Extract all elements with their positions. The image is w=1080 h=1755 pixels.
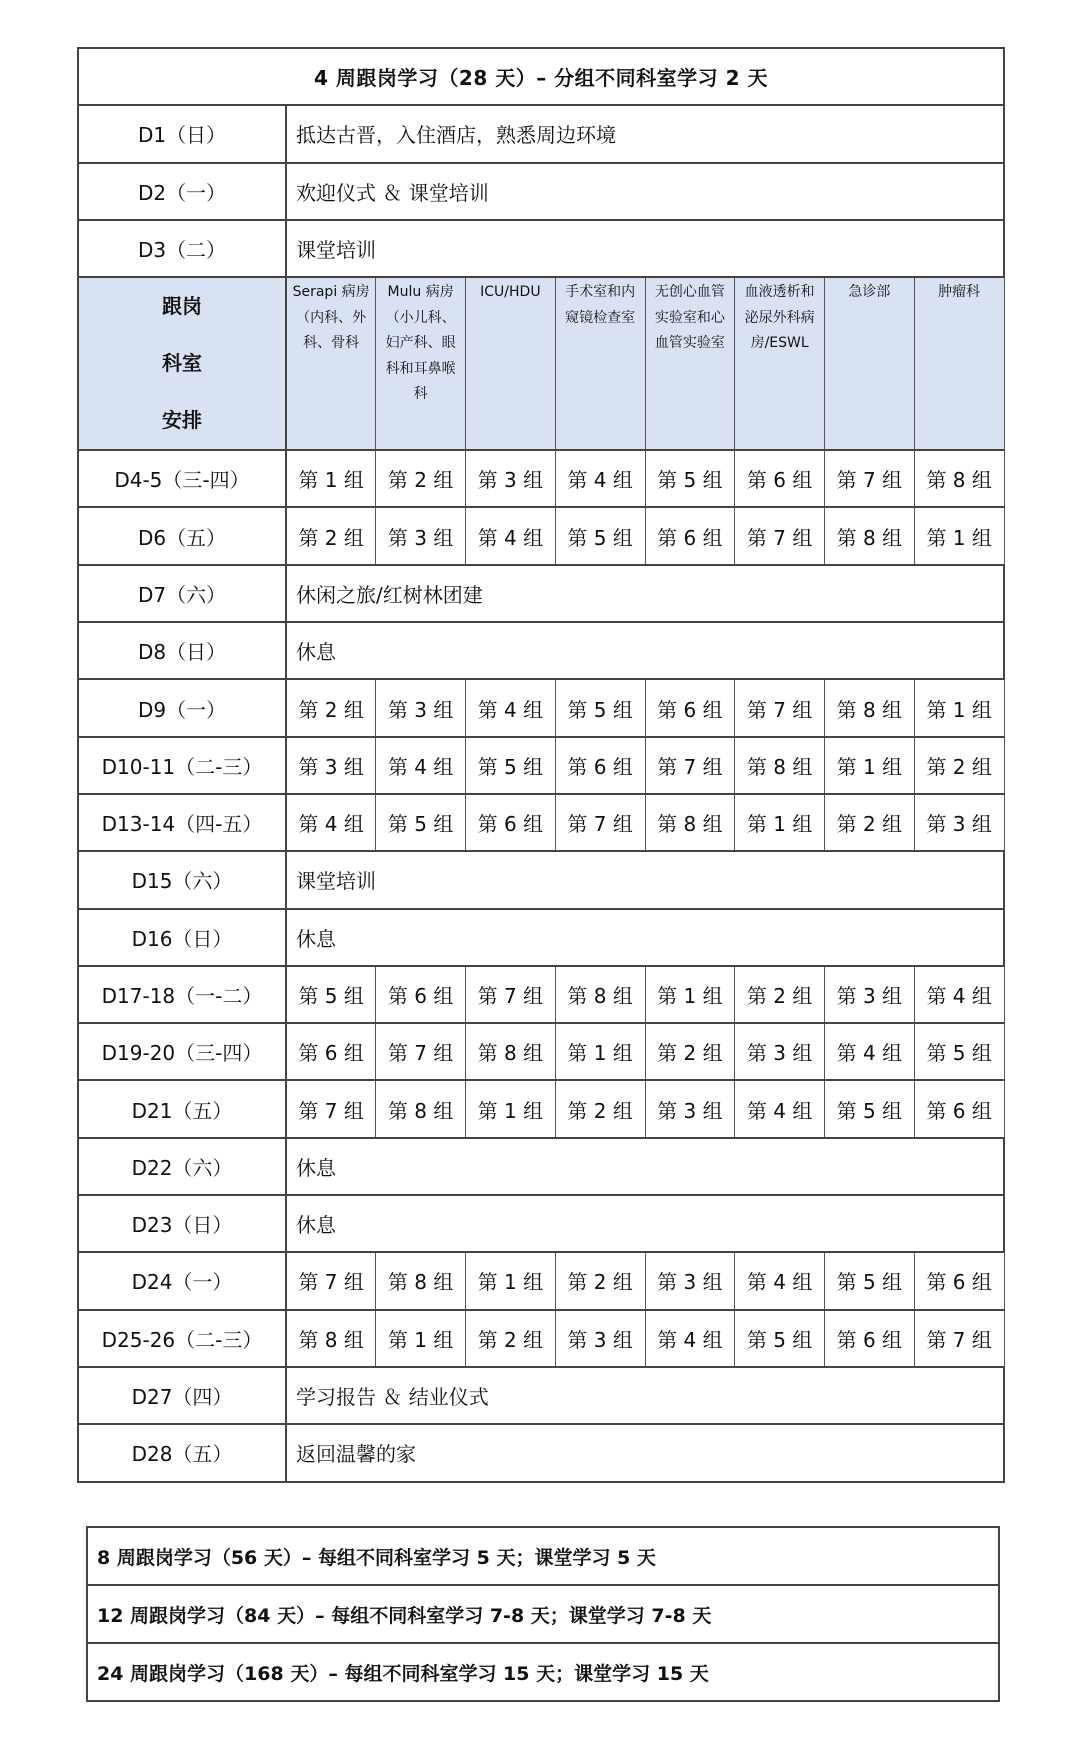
- activity-cell: 抵达古晋，入住酒店，熟悉周边环境: [286, 105, 1004, 162]
- group-assignment: 第 8 组: [286, 1310, 376, 1367]
- activity-cell: 学习报告 ＆ 结业仪式: [286, 1367, 1004, 1424]
- group-assignment: 第 1 组: [286, 450, 376, 507]
- group-assignment: 第 6 组: [914, 1252, 1004, 1309]
- schedule-row: [78, 622, 1004, 679]
- label-line: 科室: [162, 351, 202, 376]
- day-label: D15（六）: [78, 851, 286, 908]
- group-assignment: 第 4 组: [735, 1080, 825, 1137]
- group-assignment: 第 5 组: [825, 1080, 915, 1137]
- schedule-body: [78, 48, 1004, 1482]
- group-assignment: 第 5 组: [286, 966, 376, 1023]
- schedule-row: [78, 851, 1004, 908]
- day-label: D13-14（四-五）: [78, 794, 286, 851]
- group-assignment: 第 4 组: [376, 737, 466, 794]
- group-assignment: 第 2 组: [286, 507, 376, 564]
- activity-cell: 返回温馨的家: [286, 1424, 1004, 1481]
- group-assignment: 第 7 组: [286, 1080, 376, 1137]
- schedule-row: [78, 1252, 1004, 1309]
- group-assignment: 第 7 组: [645, 737, 735, 794]
- group-assignment: 第 3 组: [735, 1023, 825, 1080]
- department-header: 肿瘤科: [914, 277, 1004, 450]
- group-assignment: 第 5 组: [376, 794, 466, 851]
- group-assignment: 第 2 组: [825, 794, 915, 851]
- department-header: Mulu 病房（小儿科、妇产科、眼科和耳鼻喉科: [376, 277, 466, 450]
- activity-cell: 休息: [286, 909, 1004, 966]
- day-label: D17-18（一-二）: [78, 966, 286, 1023]
- schedule-row: [78, 450, 1004, 507]
- summary-row: [87, 1643, 999, 1701]
- group-assignment: 第 1 组: [645, 966, 735, 1023]
- activity-cell: 休闲之旅/红树林团建: [286, 565, 1004, 622]
- day-label: D19-20（三-四）: [78, 1023, 286, 1080]
- activity-cell: 休息: [286, 1195, 1004, 1252]
- group-assignment: 第 4 组: [825, 1023, 915, 1080]
- group-assignment: 第 7 组: [735, 507, 825, 564]
- group-assignment: 第 4 组: [645, 1310, 735, 1367]
- day-label: D8（日）: [78, 622, 286, 679]
- group-assignment: 第 2 组: [645, 1023, 735, 1080]
- group-assignment: 第 1 组: [914, 507, 1004, 564]
- group-assignment: 第 5 组: [825, 1252, 915, 1309]
- summary-body: [87, 1527, 999, 1701]
- group-assignment: 第 6 组: [825, 1310, 915, 1367]
- group-assignment: 第 3 组: [555, 1310, 645, 1367]
- day-label: D16（日）: [78, 909, 286, 966]
- schedule-row: [78, 737, 1004, 794]
- group-assignment: 第 4 组: [735, 1252, 825, 1309]
- group-assignment: 第 1 组: [466, 1252, 556, 1309]
- group-assignment: 第 6 组: [286, 1023, 376, 1080]
- summary-row: [87, 1585, 999, 1643]
- group-assignment: 第 1 组: [376, 1310, 466, 1367]
- activity-cell: 课堂培训: [286, 220, 1004, 277]
- summary-text: 24 周跟岗学习（168 天）– 每组不同科室学习 15 天；课堂学习 15 天: [87, 1643, 999, 1701]
- group-assignment: 第 2 组: [555, 1252, 645, 1309]
- group-assignment: 第 1 组: [825, 737, 915, 794]
- group-assignment: 第 6 组: [645, 679, 735, 736]
- group-assignment: 第 8 组: [376, 1080, 466, 1137]
- group-assignment: 第 6 组: [914, 1080, 1004, 1137]
- group-assignment: 第 5 组: [555, 507, 645, 564]
- group-assignment: 第 4 组: [286, 794, 376, 851]
- summary-text: 8 周跟岗学习（56 天）– 每组不同科室学习 5 天；课堂学习 5 天: [87, 1527, 999, 1585]
- group-assignment: 第 7 组: [914, 1310, 1004, 1367]
- schedule-row: [78, 565, 1004, 622]
- day-label: D28（五）: [78, 1424, 286, 1481]
- group-assignment: 第 5 组: [555, 679, 645, 736]
- schedule-row: [78, 1424, 1004, 1481]
- group-assignment: 第 3 组: [825, 966, 915, 1023]
- schedule-row: [78, 1195, 1004, 1252]
- schedule-row: [78, 220, 1004, 277]
- group-assignment: 第 6 组: [466, 794, 556, 851]
- group-assignment: 第 1 组: [735, 794, 825, 851]
- label-line: 跟岗: [162, 294, 202, 319]
- summary-row: [87, 1527, 999, 1585]
- group-assignment: 第 8 组: [825, 679, 915, 736]
- title-row: [78, 48, 1004, 105]
- activity-cell: 欢迎仪式 ＆ 课堂培训: [286, 163, 1004, 220]
- group-assignment: 第 7 组: [555, 794, 645, 851]
- group-assignment: 第 5 组: [735, 1310, 825, 1367]
- group-assignment: 第 2 组: [735, 966, 825, 1023]
- schedule-row: [78, 1310, 1004, 1367]
- group-assignment: 第 7 组: [286, 1252, 376, 1309]
- schedule-row: [78, 105, 1004, 162]
- schedule-row: [78, 1138, 1004, 1195]
- group-assignment: 第 7 组: [376, 1023, 466, 1080]
- group-assignment: 第 8 组: [645, 794, 735, 851]
- department-header: Serapi 病房（内科、外科、骨科: [286, 277, 376, 450]
- group-assignment: 第 8 组: [555, 966, 645, 1023]
- schedule-row: [78, 679, 1004, 736]
- day-label: D1（日）: [78, 105, 286, 162]
- group-assignment: 第 5 组: [645, 450, 735, 507]
- day-label: D23（日）: [78, 1195, 286, 1252]
- group-assignment: 第 8 组: [825, 507, 915, 564]
- group-assignment: 第 5 组: [466, 737, 556, 794]
- group-assignment: 第 1 组: [555, 1023, 645, 1080]
- group-assignment: 第 8 组: [376, 1252, 466, 1309]
- group-assignment: 第 2 组: [914, 737, 1004, 794]
- department-header: ICU/HDU: [466, 277, 556, 450]
- day-label: D7（六）: [78, 565, 286, 622]
- schedule-row: [78, 1367, 1004, 1424]
- group-assignment: 第 2 组: [555, 1080, 645, 1137]
- group-assignment: 第 7 组: [735, 679, 825, 736]
- group-assignment: 第 4 组: [914, 966, 1004, 1023]
- summary-text: 12 周跟岗学习（84 天）– 每组不同科室学习 7-8 天；课堂学习 7-8 天: [87, 1585, 999, 1643]
- day-label: D10-11（二-三）: [78, 737, 286, 794]
- day-label: D4-5（三-四）: [78, 450, 286, 507]
- activity-cell: 休息: [286, 1138, 1004, 1195]
- schedule-row: [78, 163, 1004, 220]
- group-assignment: 第 6 组: [735, 450, 825, 507]
- group-assignment: 第 3 组: [466, 450, 556, 507]
- group-assignment: 第 3 组: [286, 737, 376, 794]
- group-assignment: 第 8 组: [914, 450, 1004, 507]
- schedule-title: 4 周跟岗学习（28 天）– 分组不同科室学习 2 天: [78, 48, 1004, 105]
- group-assignment: 第 4 组: [466, 679, 556, 736]
- schedule-row: [78, 794, 1004, 851]
- group-assignment: 第 3 组: [645, 1252, 735, 1309]
- schedule-row: [78, 966, 1004, 1023]
- department-header: 血液透析和泌尿外科病房/ESWL: [735, 277, 825, 450]
- group-assignment: 第 5 组: [914, 1023, 1004, 1080]
- group-assignment: 第 2 组: [376, 450, 466, 507]
- label-line: 安排: [162, 408, 202, 433]
- schedule-row: [78, 1023, 1004, 1080]
- department-header: 无创心血管实验室和心血管实验室: [645, 277, 735, 450]
- group-assignment: 第 3 组: [376, 679, 466, 736]
- day-label: D9（一）: [78, 679, 286, 736]
- group-assignment: 第 6 组: [555, 737, 645, 794]
- department-arrangement-label: [78, 277, 286, 450]
- activity-cell: 休息: [286, 622, 1004, 679]
- department-header: 手术室和内窥镜检查室: [555, 277, 645, 450]
- rotation-schedule-table: [77, 47, 1005, 1483]
- day-label: D21（五）: [78, 1080, 286, 1137]
- day-label: D22（六）: [78, 1138, 286, 1195]
- group-assignment: 第 1 组: [466, 1080, 556, 1137]
- day-label: D3（二）: [78, 220, 286, 277]
- schedule-row: [78, 507, 1004, 564]
- group-assignment: 第 6 组: [645, 507, 735, 564]
- schedule-row: [78, 909, 1004, 966]
- day-label: D6（五）: [78, 507, 286, 564]
- group-assignment: 第 2 组: [466, 1310, 556, 1367]
- group-assignment: 第 3 组: [376, 507, 466, 564]
- schedule-row: [78, 1080, 1004, 1137]
- day-label: D24（一）: [78, 1252, 286, 1309]
- group-assignment: 第 4 组: [466, 507, 556, 564]
- department-header-row: [78, 277, 1004, 450]
- group-assignment: 第 4 组: [555, 450, 645, 507]
- department-header: 急诊部: [825, 277, 915, 450]
- program-summary-table: [86, 1526, 1000, 1702]
- group-assignment: 第 7 组: [466, 966, 556, 1023]
- group-assignment: 第 8 组: [735, 737, 825, 794]
- group-assignment: 第 6 组: [376, 966, 466, 1023]
- group-assignment: 第 7 组: [825, 450, 915, 507]
- day-label: D2（一）: [78, 163, 286, 220]
- day-label: D25-26（二-三）: [78, 1310, 286, 1367]
- activity-cell: 课堂培训: [286, 851, 1004, 908]
- group-assignment: 第 2 组: [286, 679, 376, 736]
- group-assignment: 第 1 组: [914, 679, 1004, 736]
- day-label: D27（四）: [78, 1367, 286, 1424]
- group-assignment: 第 8 组: [466, 1023, 556, 1080]
- group-assignment: 第 3 组: [645, 1080, 735, 1137]
- group-assignment: 第 3 组: [914, 794, 1004, 851]
